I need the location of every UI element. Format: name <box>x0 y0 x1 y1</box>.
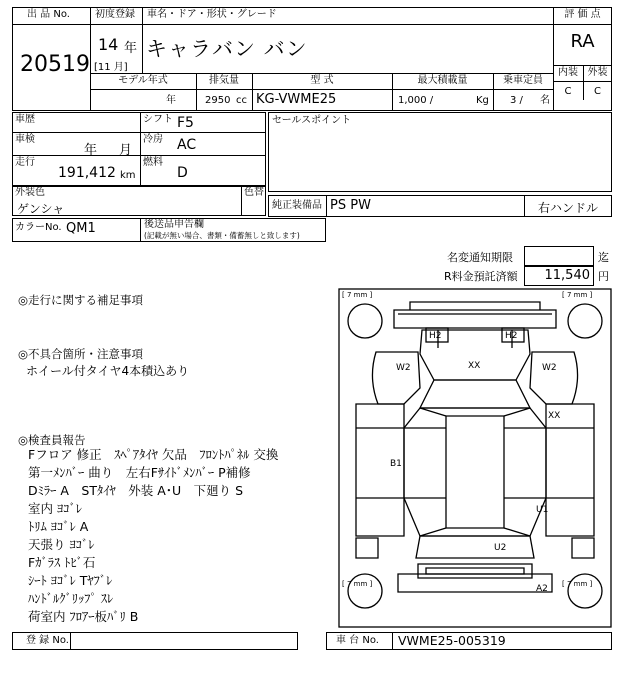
equipment-label: 純正装備品 <box>272 200 322 211</box>
exterior-grade: C <box>594 86 601 97</box>
defects-title: ◎不具合箇所・注意事項 <box>18 347 144 361</box>
inspector-line: Dﾐﾗｰ A STﾀｲﾔ 外装 A･U 下廻り S <box>28 483 244 498</box>
seating-value: 3 / <box>510 95 523 106</box>
inspector-line: ﾄﾘﾑ ﾖｺﾞﾚ A <box>28 519 89 534</box>
inspector-line: 第一ﾒﾝﾊﾞｰ 曲り 左右Fｻｲﾄﾞﾒﾝﾊﾞｰ P補修 <box>28 465 251 480</box>
mileage-unit: km <box>120 170 136 181</box>
ext-color-value: ゲンシャ <box>17 202 65 216</box>
inspector-line: 荷室内 ﾌﾛｱｰ板ﾊﾞﾘ B <box>28 609 139 624</box>
name-change-label: 名変通知期限 <box>447 251 513 264</box>
ext-color-label: 外装色 <box>15 187 45 198</box>
shift-label: シフト <box>143 114 173 125</box>
displacement-value: 2950 <box>205 95 231 106</box>
mark-u1: U1 <box>536 505 549 515</box>
mileage-label: 走行 <box>15 157 35 168</box>
name-change-field <box>524 246 594 266</box>
chassis-label: 車 台 No. <box>336 635 379 646</box>
inspector-line: ﾊﾝﾄﾞﾙｸﾞﾘｯﾌﾟ ｽﾚ <box>28 591 114 606</box>
mark-xx-top: XX <box>468 361 481 371</box>
mark-w2-right: W2 <box>542 363 557 373</box>
seating-label: 乗車定員 <box>503 75 543 86</box>
color-no-value: QM1 <box>66 221 96 236</box>
displacement-unit: cc <box>236 95 247 106</box>
equipment-value: PS PW <box>330 198 371 213</box>
handle-value: 右ハンドル <box>537 201 598 215</box>
ac-value: AC <box>177 137 197 153</box>
car-name-label: 車名・ドア・形状・グレード <box>147 9 277 20</box>
recycle-unit: 円 <box>598 270 609 283</box>
recycle-label: R料金預託済額 <box>444 270 518 283</box>
model-year-unit: 年 <box>166 95 176 106</box>
first-reg-month: [11 月] <box>94 62 128 73</box>
type-value: KG-VWME25 <box>256 92 337 107</box>
lot-number: 20519 <box>20 52 90 77</box>
mileage-value: 191,412 <box>58 165 116 181</box>
history-label: 車歴 <box>15 114 35 125</box>
running-notes-title: ◎走行に関する補足事項 <box>18 293 144 307</box>
inspector-line: ｼｰﾄ ﾖｺﾞﾚ Tﾔﾌﾞﾚ <box>28 573 113 588</box>
grade-label: 評 価 点 <box>564 9 601 20</box>
mark-h2-left: H2 <box>429 331 442 341</box>
interior-label: 内装 <box>558 67 578 78</box>
mark-xx-right: XX <box>548 411 561 421</box>
tire-mark-fl: [ 7 mm ] <box>342 291 373 299</box>
repaint-label: 色替 <box>244 187 264 198</box>
inspection-month: 月 <box>119 143 133 158</box>
tire-mark-fr: [ 7 mm ] <box>562 291 593 299</box>
inspector-line: 天張り ﾖｺﾞﾚ <box>28 537 95 552</box>
capacity-label: 最大積載量 <box>417 75 468 86</box>
mark-w2-left: W2 <box>396 363 411 373</box>
first-reg-year: 14 <box>98 35 119 54</box>
inspector-line: Fフロア 修正 ｽﾍﾟｱﾀｲﾔ 欠品 ﾌﾛﾝﾄﾊﾟﾈﾙ 交換 <box>28 447 279 462</box>
recycle-value: 11,540 <box>544 268 590 283</box>
tire-mark-rl: [ 7 mm ] <box>342 580 373 588</box>
inspector-title: ◎検査員報告 <box>18 433 86 447</box>
displacement-label: 排気量 <box>209 75 239 86</box>
mark-u2: U2 <box>494 543 507 553</box>
sales-point-label: セールスポイント <box>272 115 352 126</box>
inspector-line: Fｶﾞﾗｽ ﾄﾋﾞ石 <box>28 555 96 570</box>
docs-note: (記載が無い場合、書類・備蓄無しと致します) <box>144 231 300 240</box>
inspection-label: 車検 <box>15 134 35 145</box>
fuel-value: D <box>177 165 188 181</box>
car-name: キャラバン バン <box>146 37 308 61</box>
mark-h2-right: H2 <box>505 331 518 341</box>
capacity-value: 1,000 / <box>398 95 434 106</box>
name-change-unit: 迄 <box>598 251 609 264</box>
color-no-label: カラーNo. <box>15 222 62 233</box>
tire-mark-rr: [ 7 mm ] <box>562 580 593 588</box>
first-reg-year-unit: 年 <box>124 41 138 56</box>
docs-label: 後送品申告欄 <box>144 219 204 230</box>
shift-value: F5 <box>177 115 194 131</box>
details-frame <box>12 112 266 186</box>
fuel-label: 燃料 <box>143 157 163 168</box>
exterior-label: 外装 <box>587 67 608 78</box>
first-reg-label: 初度登録 <box>95 9 135 20</box>
ac-label: 冷房 <box>143 134 163 145</box>
model-year-label: モデル年式 <box>118 75 168 86</box>
inspection-year: 年 <box>84 143 98 158</box>
capacity-unit: Kg <box>476 95 489 106</box>
type-label: 型 式 <box>310 75 334 86</box>
interior-grade: C <box>564 86 572 97</box>
mark-a2: A2 <box>536 584 548 594</box>
lot-label: 出 品 No. <box>27 9 70 20</box>
car-damage-diagram <box>338 288 612 628</box>
reg-no-label: 登 録 No. <box>26 635 69 646</box>
inspector-lines <box>28 446 278 626</box>
mark-b1: B1 <box>390 459 402 469</box>
seating-unit: 名 <box>540 95 550 106</box>
defects-line: ホイール付タイヤ4本積込あり <box>26 364 190 378</box>
inspector-line: 室内 ﾖｺﾞﾚ <box>28 501 82 516</box>
chassis-value: VWME25-005319 <box>398 633 506 648</box>
grade-value: RA <box>570 31 595 52</box>
